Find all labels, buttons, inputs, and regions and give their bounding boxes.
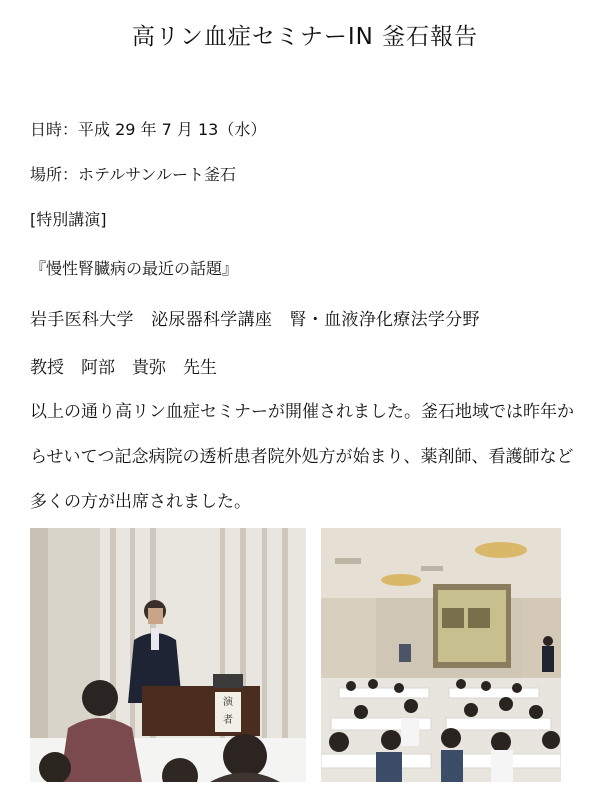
- page-title: 高リン血症セミナーIN 釜石報告: [131, 24, 479, 50]
- speaker-name: 教授 阿部 貴弥 先生: [30, 358, 217, 378]
- report-body: 以上の通り高リン血症セミナーが開催されました。釜石地域では昨年からせいてつ記念病院の透析患者院外処方が始まり、薬剤師、看護師など多くの方が出席されました。: [30, 402, 574, 512]
- podium-sign-char-1: 演: [223, 697, 233, 708]
- speaker-affiliation: 岩手医科大学 泌尿器科学講座 腎・血液浄化療法学分野: [30, 310, 480, 330]
- speaker-photo: [30, 528, 306, 782]
- date-line: 日時：平成 29 年 7 月 13（水）: [30, 120, 267, 139]
- podium-sign-char-2: 者: [223, 715, 233, 726]
- lecture-title: 『慢性腎臓病の最近の話題』: [30, 259, 239, 278]
- place-line: 場所：ホテルサンルート釜石: [30, 165, 237, 184]
- seminar-room-photo: [321, 528, 561, 782]
- lecture-heading: [特別講演]: [30, 210, 107, 229]
